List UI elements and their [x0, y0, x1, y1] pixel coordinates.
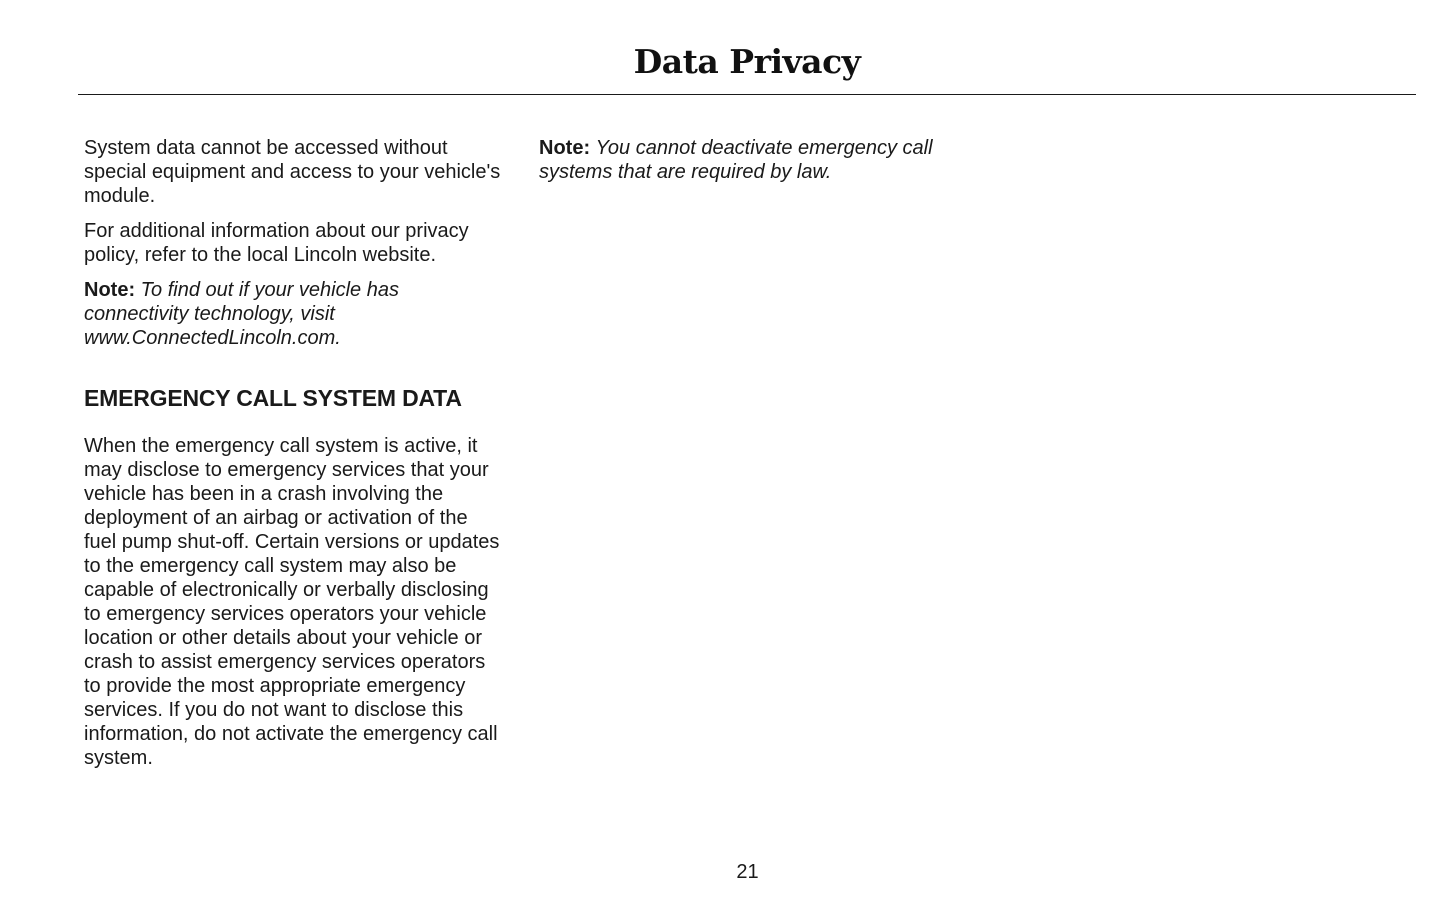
- paragraph-emergency-call: When the emergency call system is active, it may disclose to emergency services that your vehicle has been in a crash involving the deployment of an airbag or activation of the fuel pump shut-off. Certain versions or updates to the emergency call system may also be capable of electronically or verbally disclosing to emergency services operators your vehicle location or other details about your vehicle or crash to assist emergency services operators to provide the most appropriate emergency services. If you do not want to disclose this information, do not activate the emergency call system.: [84, 435, 500, 769]
- note-emergency-deactivate: [539, 136, 979, 184]
- note-text: To find out if your vehicle has connectivity technology, visit www.ConnectedLincoln.com.: [84, 279, 399, 349]
- section-heading-emergency-call: EMERGENCY CALL SYSTEM DATA: [84, 385, 462, 411]
- right-column: [539, 136, 979, 195]
- paragraph-system-data: System data cannot be accessed without special equipment and access to your vehicle's module.: [84, 137, 501, 207]
- note-label: Note:: [539, 137, 591, 159]
- left-column: [84, 136, 502, 781]
- paragraph-privacy-policy: For additional information about our privacy policy, refer to the local Lincoln website.: [84, 220, 469, 266]
- note-label: Note:: [84, 279, 136, 301]
- note-connectivity: [84, 278, 502, 350]
- note-text: You cannot deactivate emergency call systems that are required by law.: [539, 137, 933, 183]
- page-header: [78, 40, 1416, 95]
- page-number: 21: [736, 861, 759, 883]
- page-title: Data Privacy: [633, 42, 861, 81]
